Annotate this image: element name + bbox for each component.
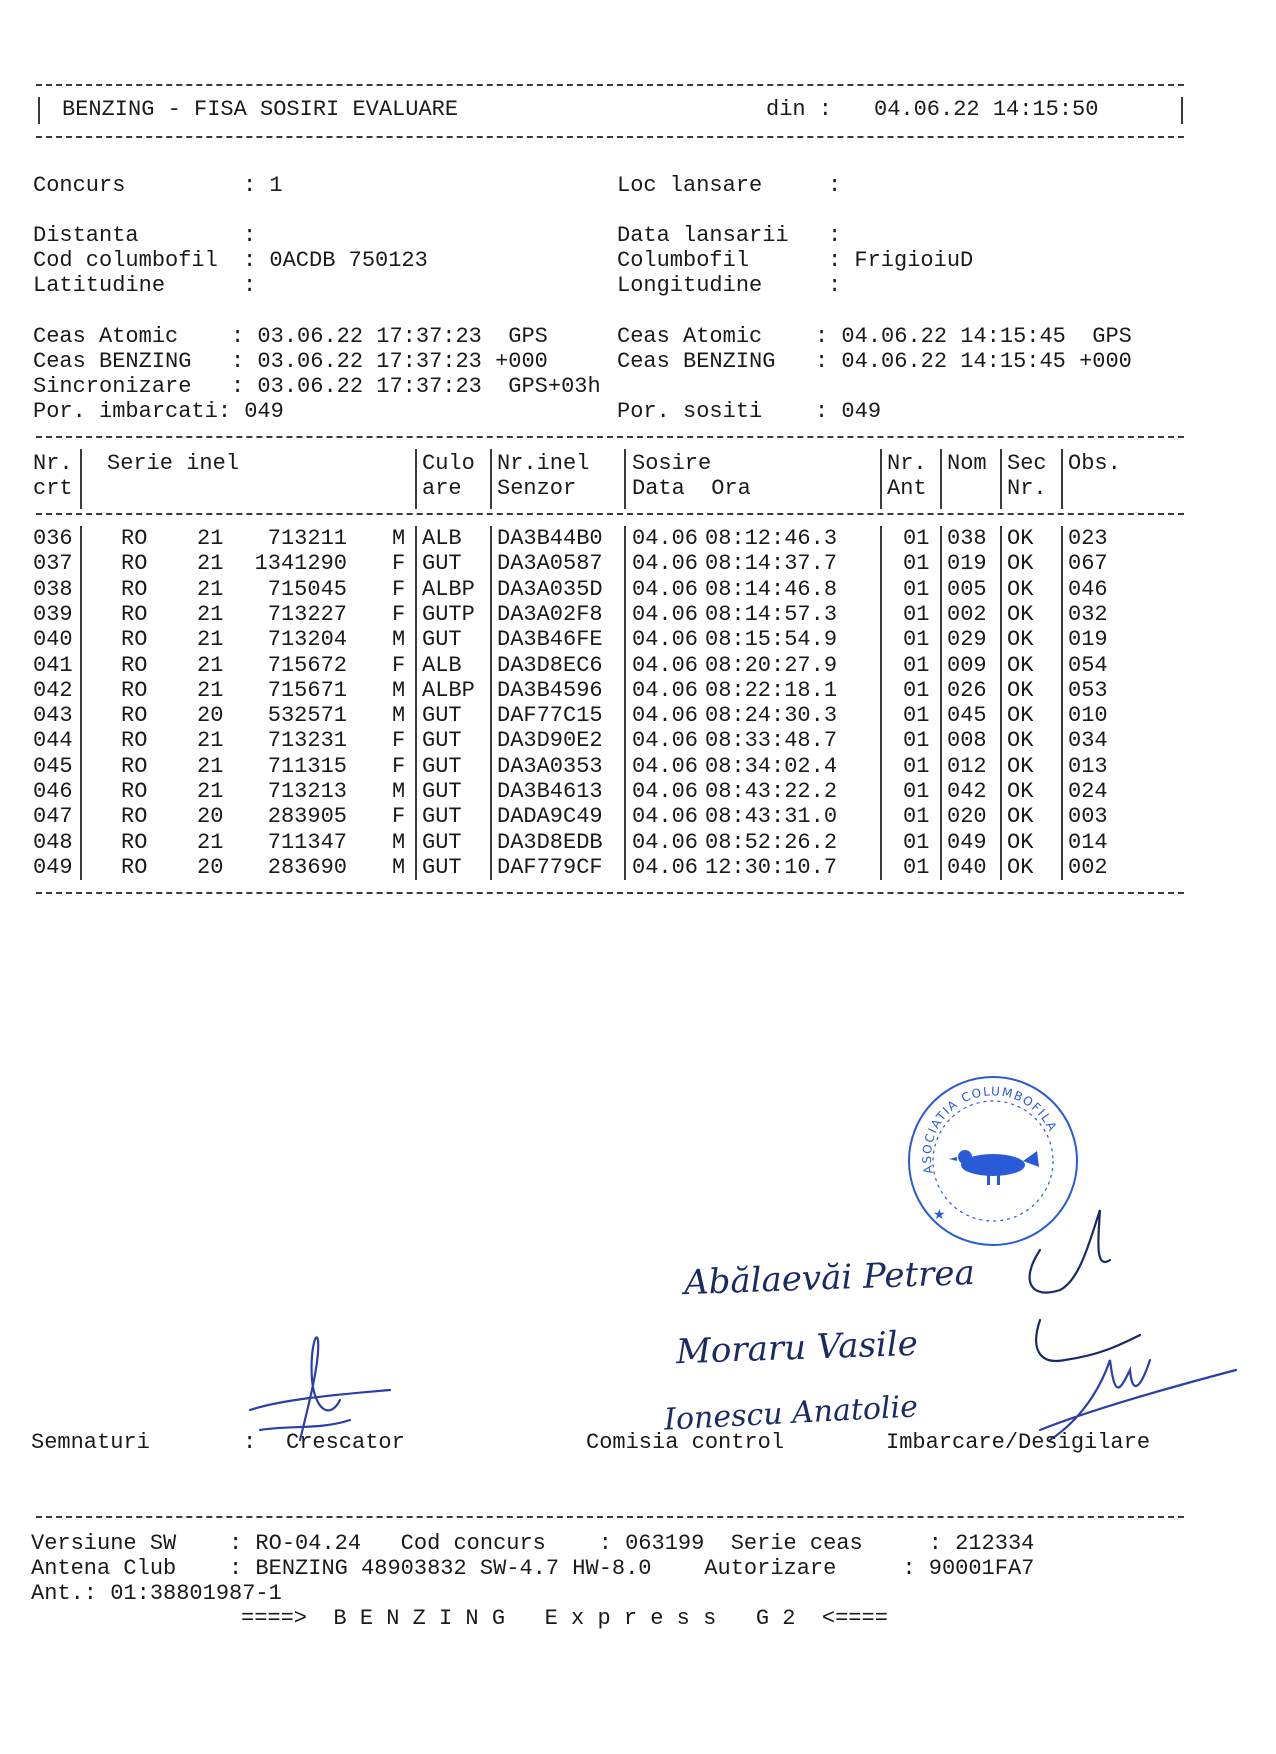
cell-ring-number: 715672 (267, 652, 347, 678)
cell-country: RO (121, 551, 148, 577)
cell-nr-crt: 049 (33, 854, 73, 880)
crescator-signature (250, 1337, 390, 1440)
cell-ring-number: 713227 (267, 601, 347, 627)
cell-ant: 01 (903, 804, 930, 830)
cell-sex: M (392, 627, 406, 653)
cell-sensor: DA3D90E2 (497, 728, 603, 754)
cell-ring-number: 711315 (267, 753, 347, 779)
cell-country: RO (121, 854, 148, 880)
por-imbarcati: Por. imbarcati: 049 (33, 399, 284, 424)
cell-sensor: DA3A02F8 (497, 601, 603, 627)
loc-lansare-value: : (828, 173, 842, 198)
cell-obs: 023 (1068, 526, 1108, 551)
cell-nom: 005 (947, 576, 987, 602)
comisia-control-label: Comisia control (586, 1430, 785, 1455)
cell-time: 08:43:22.2 (705, 779, 838, 804)
imbarcare-signature (1040, 1360, 1236, 1440)
left-atomic-clock: Ceas Atomic : 03.06.22 17:37:23 GPS (33, 324, 548, 349)
th-culoare-2: are (422, 476, 462, 501)
cell-ant: 01 (903, 576, 930, 602)
cell-obs: 046 (1068, 576, 1108, 602)
cell-obs: 034 (1068, 728, 1108, 754)
cell-nr-crt: 037 (33, 551, 73, 577)
data-lansarii-value: : (828, 223, 842, 248)
th-obs: Obs. (1068, 451, 1121, 476)
cell-sex: M (392, 526, 406, 551)
cell-obs: 013 (1068, 753, 1108, 779)
th-sec-2: Nr. (1007, 476, 1047, 501)
cell-time: 08:33:48.7 (705, 728, 838, 754)
cell-sec: OK (1007, 677, 1034, 703)
cell-date: 04.06 (632, 526, 699, 551)
cell-date: 04.06 (632, 779, 699, 804)
cell-year: 21 (197, 601, 224, 627)
cell-sex: M (392, 677, 406, 703)
cell-color: ALBP (422, 677, 475, 703)
cell-year: 21 (197, 652, 224, 678)
cell-sex: F (392, 728, 406, 754)
cell-sex: F (392, 652, 406, 678)
columbofil-label: Columbofil (617, 248, 750, 273)
cell-date: 04.06 (632, 677, 699, 703)
cell-time: 08:52:26.2 (705, 829, 838, 855)
cell-nr-crt: 038 (33, 576, 73, 602)
cell-nom: 020 (947, 804, 987, 830)
semnaturi-label: Semnaturi (31, 1430, 150, 1455)
cell-ant: 01 (903, 829, 930, 855)
cell-sensor: DA3A035D (497, 576, 603, 602)
right-atomic-clock: Ceas Atomic : 04.06.22 14:15:45 GPS (617, 324, 1132, 349)
cell-obs: 014 (1068, 829, 1108, 855)
cell-ring-number: 711347 (267, 829, 347, 855)
footer-rule (36, 1516, 1184, 1518)
cell-ring-number: 532571 (267, 703, 347, 729)
cell-nr-crt: 041 (33, 652, 73, 678)
cell-ring-number: 283905 (267, 804, 347, 830)
cell-obs: 054 (1068, 652, 1108, 678)
cell-nom: 040 (947, 854, 987, 880)
longitudine-value: : (828, 273, 842, 298)
cell-sex: M (392, 829, 406, 855)
th-serie-inel: Serie inel (107, 451, 240, 476)
cell-sex: M (392, 779, 406, 804)
cell-nr-crt: 040 (33, 627, 73, 653)
cell-color: GUT (422, 753, 462, 779)
cell-nom: 008 (947, 728, 987, 754)
cell-sensor: DA3D8EC6 (497, 652, 603, 678)
cell-year: 21 (197, 829, 224, 855)
cell-date: 04.06 (632, 804, 699, 830)
cell-country: RO (121, 829, 148, 855)
cell-country: RO (121, 728, 148, 754)
data-lansarii-label: Data lansarii (617, 223, 789, 248)
cell-date: 04.06 (632, 551, 699, 577)
cell-color: GUT (422, 804, 462, 830)
cell-nom: 019 (947, 551, 987, 577)
cell-color: GUT (422, 779, 462, 804)
cell-sex: F (392, 601, 406, 627)
cell-obs: 067 (1068, 551, 1108, 577)
cell-ring-number: 283690 (267, 854, 347, 880)
cell-date: 04.06 (632, 753, 699, 779)
cell-sensor: DA3B4613 (497, 779, 603, 804)
cell-date: 04.06 (632, 576, 699, 602)
cell-year: 20 (197, 804, 224, 830)
cell-sensor: DAF77C15 (497, 703, 603, 729)
cell-country: RO (121, 601, 148, 627)
cell-year: 21 (197, 677, 224, 703)
cell-ring-number: 713231 (267, 728, 347, 754)
cell-ant: 01 (903, 703, 930, 729)
cell-sec: OK (1007, 753, 1034, 779)
cell-sec: OK (1007, 728, 1034, 754)
cell-color: GUT (422, 551, 462, 577)
cell-nom: 045 (947, 703, 987, 729)
th-sosire-1: Sosire (632, 451, 712, 476)
document-title: BENZING - FISA SOSIRI EVALUARE (62, 97, 459, 122)
cell-country: RO (121, 576, 148, 602)
cell-nom: 029 (947, 627, 987, 653)
cell-color: GUT (422, 854, 462, 880)
cell-color: ALB (422, 526, 462, 551)
cell-sensor: DA3A0587 (497, 551, 603, 577)
cell-ant: 01 (903, 526, 930, 551)
cell-sec: OK (1007, 627, 1034, 653)
cell-country: RO (121, 753, 148, 779)
th-nom: Nom (947, 451, 987, 476)
cell-nr-crt: 036 (33, 526, 73, 551)
cell-ant: 01 (903, 627, 930, 653)
cell-date: 04.06 (632, 829, 699, 855)
longitudine-label: Longitudine (617, 273, 763, 298)
concurs-value: : 1 (243, 173, 283, 198)
cell-obs: 053 (1068, 677, 1108, 703)
sincronizare: Sincronizare : 03.06.22 17:37:23 GPS+03h (33, 374, 601, 399)
cell-ant: 01 (903, 652, 930, 678)
cell-sec: OK (1007, 601, 1034, 627)
cell-nr-crt: 045 (33, 753, 73, 779)
cell-ring-number: 715045 (267, 576, 347, 602)
cell-time: 08:14:57.3 (705, 601, 838, 627)
cell-nr-crt: 046 (33, 779, 73, 804)
cell-sensor: DAF779CF (497, 854, 603, 880)
cell-obs: 002 (1068, 854, 1108, 880)
cell-ant: 01 (903, 551, 930, 577)
concurs-label: Concurs (33, 173, 126, 198)
cell-date: 04.06 (632, 601, 699, 627)
cell-time: 12:30:10.7 (705, 854, 838, 880)
cell-sec: OK (1007, 779, 1034, 804)
cell-sex: M (392, 703, 406, 729)
cell-ant: 01 (903, 854, 930, 880)
cell-country: RO (121, 779, 148, 804)
cell-time: 08:20:27.9 (705, 652, 838, 678)
th-culoare-1: Culo (422, 451, 475, 476)
th-nr-inel-1: Nr.inel (497, 451, 590, 476)
cell-sec: OK (1007, 652, 1034, 678)
cell-ant: 01 (903, 753, 930, 779)
cell-time: 08:22:18.1 (705, 677, 838, 703)
svg-text:★: ★ (933, 1207, 946, 1223)
cell-date: 04.06 (632, 627, 699, 653)
cell-sec: OK (1007, 829, 1034, 855)
por-sositi: Por. sositi : 049 (617, 399, 882, 424)
ant-line: Ant.: 01:38801987-1 (31, 1581, 282, 1606)
cell-obs: 024 (1068, 779, 1108, 804)
cell-nr-crt: 048 (33, 829, 73, 855)
th-nr-crt-1: Nr. (33, 451, 73, 476)
cell-obs: 010 (1068, 703, 1108, 729)
cell-country: RO (121, 804, 148, 830)
cell-country: RO (121, 677, 148, 703)
cell-year: 21 (197, 728, 224, 754)
scribble-1 (1030, 1210, 1110, 1293)
cell-sex: F (392, 576, 406, 602)
cell-obs: 019 (1068, 627, 1108, 653)
antena-club-line: Antena Club : BENZING 48903832 SW-4.7 HW-8.0 Autorizare : 90001FA7 (31, 1556, 1035, 1581)
cell-time: 08:34:02.4 (705, 753, 838, 779)
distanta-value: : (243, 223, 257, 248)
cell-nom: 049 (947, 829, 987, 855)
scribble-2 (1036, 1320, 1140, 1361)
din-value: 04.06.22 14:15:50 (874, 97, 1099, 122)
cell-nom: 012 (947, 753, 987, 779)
cell-ant: 01 (903, 677, 930, 703)
cell-year: 21 (197, 779, 224, 804)
cod-columbofil-label: Cod columbofil (33, 248, 218, 273)
cell-sec: OK (1007, 804, 1034, 830)
cell-country: RO (121, 627, 148, 653)
left-benzing-clock: Ceas BENZING : 03.06.22 17:37:23 +000 (33, 349, 548, 374)
cell-obs: 003 (1068, 804, 1108, 830)
cell-year: 20 (197, 854, 224, 880)
cell-ring-number: 713211 (267, 526, 347, 551)
cell-ant: 01 (903, 601, 930, 627)
cell-time: 08:12:46.3 (705, 526, 838, 551)
cell-nom: 038 (947, 526, 987, 551)
cell-ring-number: 1341290 (254, 551, 347, 577)
cell-date: 04.06 (632, 703, 699, 729)
cell-sensor: DA3A0353 (497, 753, 603, 779)
cell-year: 21 (197, 753, 224, 779)
cell-sec: OK (1007, 703, 1034, 729)
cell-country: RO (121, 526, 148, 551)
imbarcare-desigilare-label: Imbarcare/Desigilare (886, 1430, 1151, 1455)
signature-3: Ionescu Anatolie (663, 1389, 919, 1438)
th-nr-inel-2: Senzor (497, 476, 577, 501)
cell-sec: OK (1007, 551, 1034, 577)
cell-color: GUT (422, 703, 462, 729)
cell-sensor: DA3B46FE (497, 627, 603, 653)
cell-year: 21 (197, 627, 224, 653)
cod-columbofil-value: : 0ACDB 750123 (243, 248, 428, 273)
th-nr-crt-2: crt (33, 476, 73, 501)
cell-country: RO (121, 703, 148, 729)
cell-nr-crt: 042 (33, 677, 73, 703)
brand-line: ====> B E N Z I N G E x p r e s s G 2 <==== (241, 1606, 888, 1631)
columbofil-value: : FrigioiuD (828, 248, 974, 273)
cell-time: 08:15:54.9 (705, 627, 838, 653)
crescator-label: Crescator (286, 1430, 405, 1455)
cell-sensor: DA3D8EDB (497, 829, 603, 855)
cell-color: GUT (422, 829, 462, 855)
loc-lansare-label: Loc lansare (617, 173, 763, 198)
cell-obs: 032 (1068, 601, 1108, 627)
th-nr-ant-2: Ant (887, 476, 927, 501)
semnaturi-colon: : (243, 1430, 257, 1455)
cell-sec: OK (1007, 854, 1034, 880)
signature-1: Abălaevăi Petrea (683, 1252, 976, 1304)
cell-nom: 042 (947, 779, 987, 804)
cell-color: ALBP (422, 576, 475, 602)
latitudine-label: Latitudine (33, 273, 166, 298)
cell-time: 08:24:30.3 (705, 703, 838, 729)
cell-sex: F (392, 804, 406, 830)
th-nr-ant-1: Nr. (887, 451, 927, 476)
cell-nr-crt: 039 (33, 601, 73, 627)
svg-text:ASOCIATIA COLUMBOFILA: ASOCIATIA COLUMBOFILA (919, 1084, 1060, 1176)
cell-color: GUT (422, 627, 462, 653)
cell-ant: 01 (903, 728, 930, 754)
cell-sensor: DA3B4596 (497, 677, 603, 703)
cell-time: 08:14:46.8 (705, 576, 838, 602)
cell-color: GUTP (422, 601, 475, 627)
versiune-sw-line: Versiune SW : RO-04.24 Cod concurs : 063199 Serie ceas : 212334 (31, 1531, 1035, 1556)
cell-sex: F (392, 753, 406, 779)
cell-country: RO (121, 652, 148, 678)
cell-color: GUT (422, 728, 462, 754)
cell-ring-number: 715671 (267, 677, 347, 703)
signature-2: Moraru Vasile (675, 1323, 919, 1373)
cell-sensor: DA3B44B0 (497, 526, 603, 551)
cell-sex: M (392, 854, 406, 880)
latitudine-value: : (243, 273, 257, 298)
cell-nr-crt: 043 (33, 703, 73, 729)
th-sec-1: Sec (1007, 451, 1047, 476)
cell-date: 04.06 (632, 728, 699, 754)
th-sosire-2: Data Ora (632, 476, 751, 501)
cell-ring-number: 713213 (267, 779, 347, 804)
cell-time: 08:43:31.0 (705, 804, 838, 830)
cell-nom: 026 (947, 677, 987, 703)
cell-year: 21 (197, 526, 224, 551)
cell-year: 20 (197, 703, 224, 729)
right-benzing-clock: Ceas BENZING : 04.06.22 14:15:45 +000 (617, 349, 1132, 374)
cell-year: 21 (197, 576, 224, 602)
cell-date: 04.06 (632, 854, 699, 880)
distanta-label: Distanta (33, 223, 139, 248)
din-label: din : (766, 97, 833, 122)
cell-sec: OK (1007, 576, 1034, 602)
cell-nom: 002 (947, 601, 987, 627)
cell-nr-crt: 044 (33, 728, 73, 754)
cell-sensor: DADA9C49 (497, 804, 603, 830)
cell-sex: F (392, 551, 406, 577)
cell-nr-crt: 047 (33, 804, 73, 830)
cell-ring-number: 713204 (267, 627, 347, 653)
cell-sec: OK (1007, 526, 1034, 551)
cell-nom: 009 (947, 652, 987, 678)
cell-color: ALB (422, 652, 462, 678)
cell-ant: 01 (903, 779, 930, 804)
cell-year: 21 (197, 551, 224, 577)
cell-date: 04.06 (632, 652, 699, 678)
cell-time: 08:14:37.7 (705, 551, 838, 577)
